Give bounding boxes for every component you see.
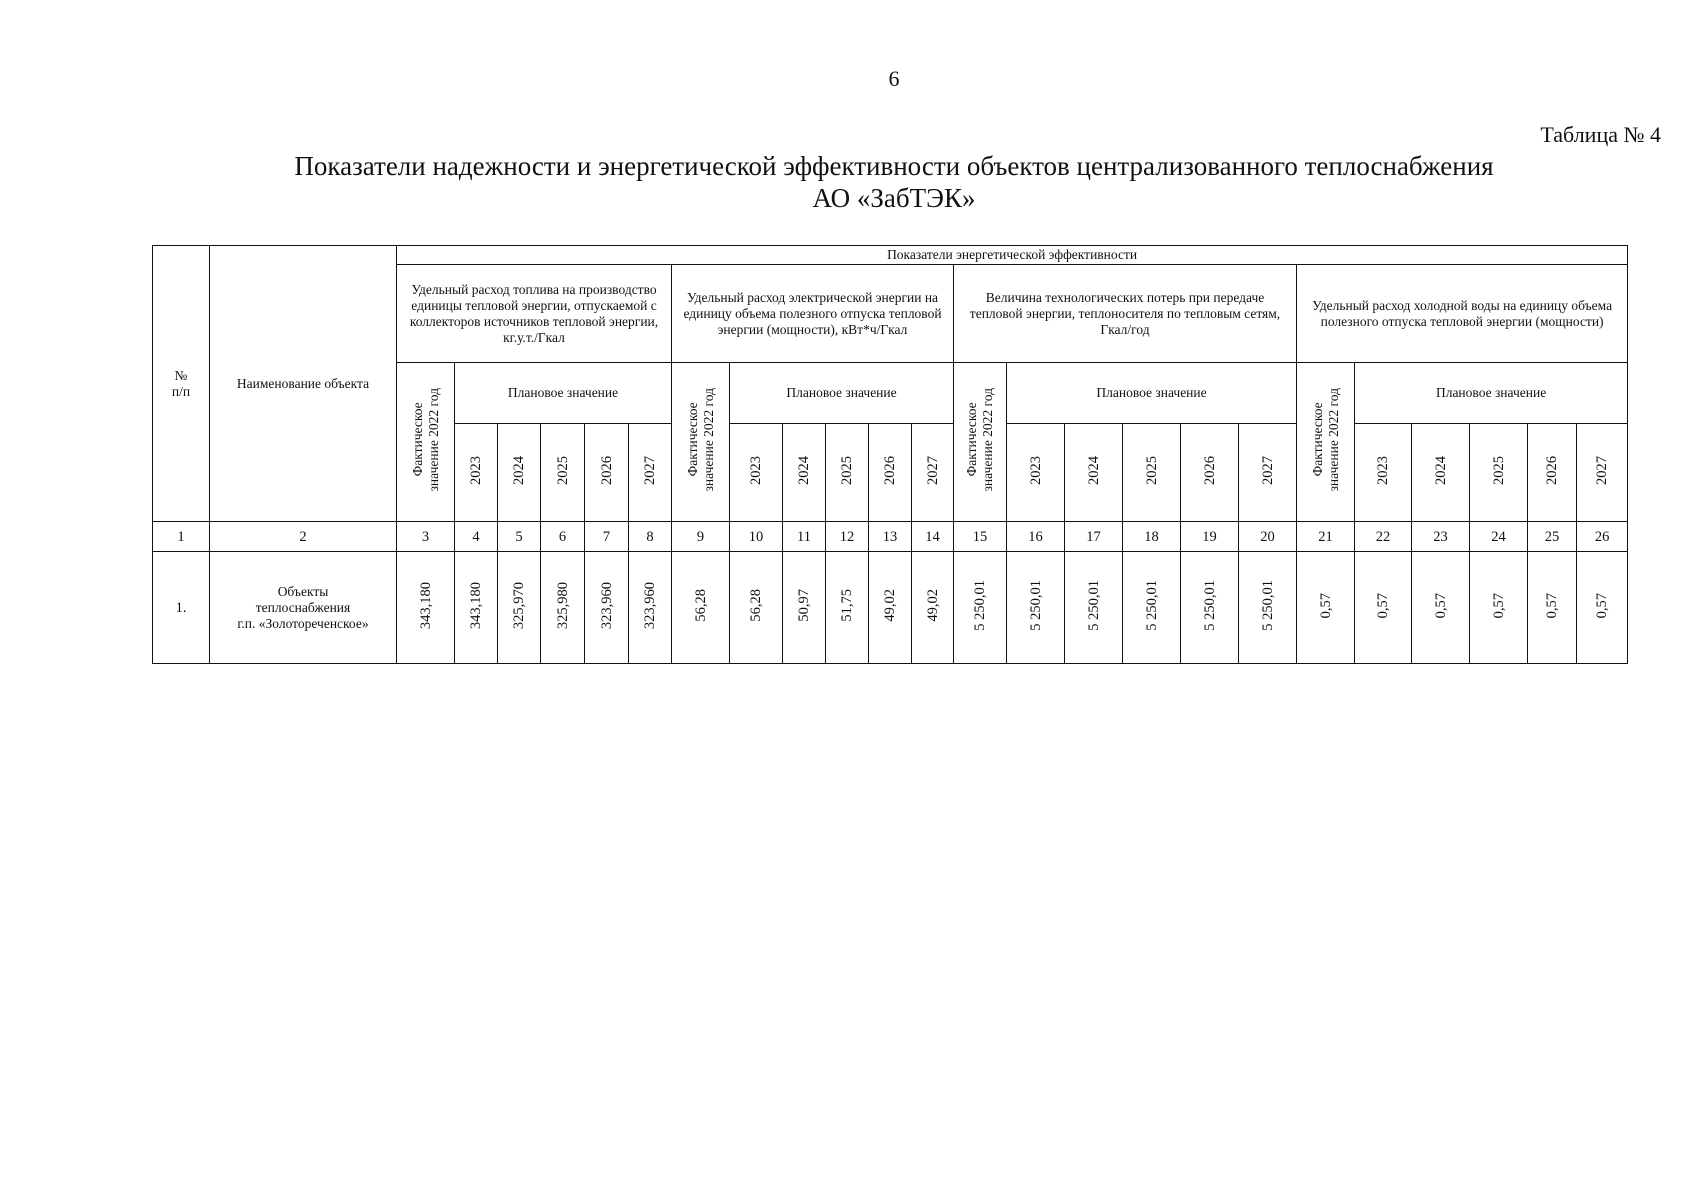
value-group-4-col-2 <box>1355 552 1412 664</box>
value-group-3-col-4-text: 5 250,01 <box>1143 580 1160 631</box>
column-index-8: 8 <box>629 522 672 552</box>
header-year-2024-group-3 <box>1065 424 1123 522</box>
value-group-1-col-3 <box>498 552 541 664</box>
column-index-18: 18 <box>1123 522 1181 552</box>
value-group-3-col-3 <box>1065 552 1123 664</box>
value-group-2-col-4-text: 51,75 <box>839 589 855 622</box>
header-year-2025-group-3 <box>1123 424 1181 522</box>
column-index-16: 16 <box>1007 522 1065 552</box>
header-year-2025-group-4-text: 2025 <box>1490 456 1507 485</box>
header-fact-2022-group-4 <box>1297 363 1355 522</box>
header-group-3: Величина технологических потерь при передаче тепловой энергии, теплоносителя по тепловым сетям, Гкал/год <box>954 265 1297 363</box>
value-group-2-col-1-text: 56,28 <box>692 589 709 622</box>
header-year-2025-group-1 <box>541 424 585 522</box>
header-year-2027-group-4-text: 2027 <box>1594 456 1611 485</box>
header-group-2: Удельный расход электрической энергии на единицу объема полезного отпуска тепловой энергии (мощности), кВт*ч/Гкал <box>672 265 954 363</box>
column-index-24: 24 <box>1470 522 1528 552</box>
header-year-2025-group-1-text: 2025 <box>554 456 571 485</box>
header-year-2024-group-1 <box>498 424 541 522</box>
header-year-2027-group-3 <box>1239 424 1297 522</box>
header-fact-2022-group-4-text: Фактическое значение 2022 год <box>1309 388 1341 492</box>
value-group-2-col-6-text: 49,02 <box>924 589 941 622</box>
header-year-2023-group-3 <box>1007 424 1065 522</box>
header-year-2023-group-1-text: 2023 <box>468 456 484 485</box>
header-year-2024-group-4 <box>1412 424 1470 522</box>
header-year-2024-group-2-text: 2024 <box>796 456 812 485</box>
column-index-14: 14 <box>912 522 954 552</box>
value-group-2-col-3 <box>783 552 826 664</box>
value-group-4-col-3 <box>1412 552 1470 664</box>
value-group-3-col-5 <box>1181 552 1239 664</box>
column-index-9: 9 <box>672 522 730 552</box>
header-plan-group-4: Плановое значение <box>1355 363 1628 424</box>
header-year-2025-group-2-text: 2025 <box>839 456 855 485</box>
column-index-6: 6 <box>541 522 585 552</box>
value-group-4-col-4-text: 0,57 <box>1490 592 1507 619</box>
header-year-2023-group-2-text: 2023 <box>748 456 764 485</box>
column-index-12: 12 <box>826 522 869 552</box>
value-group-1-col-3-text: 325,970 <box>511 581 527 630</box>
value-group-4-col-6-text: 0,57 <box>1594 592 1611 619</box>
value-group-4-col-6 <box>1577 552 1628 664</box>
value-group-2-col-2 <box>730 552 783 664</box>
value-group-4-col-5-text: 0,57 <box>1544 592 1560 619</box>
value-group-3-col-5-text: 5 250,01 <box>1201 580 1218 631</box>
value-group-3-col-6 <box>1239 552 1297 664</box>
header-year-2025-group-3-text: 2025 <box>1143 456 1160 485</box>
value-group-3-col-1-text: 5 250,01 <box>972 580 988 631</box>
header-year-2024-group-2 <box>783 424 826 522</box>
header-year-2024-group-1-text: 2024 <box>511 456 527 485</box>
header-year-2023-group-1 <box>455 424 498 522</box>
header-plan-group-2: Плановое значение <box>730 363 954 424</box>
column-index-26: 26 <box>1577 522 1628 552</box>
header-year-2026-group-3-text: 2026 <box>1201 456 1218 485</box>
column-index-15: 15 <box>954 522 1007 552</box>
column-index-13: 13 <box>869 522 912 552</box>
column-index-4: 4 <box>455 522 498 552</box>
value-group-2-col-6 <box>912 552 954 664</box>
header-year-2026-group-2-text: 2026 <box>882 456 898 485</box>
column-index-5: 5 <box>498 522 541 552</box>
column-index-3: 3 <box>397 522 455 552</box>
document-title-line-1: Показатели надежности и энергетической эффективности объектов централизованного теплоснабжения <box>294 151 1494 181</box>
header-fact-2022-group-2-text: Фактическое значение 2022 год <box>684 388 716 492</box>
value-group-1-col-1 <box>397 552 455 664</box>
header-year-2025-group-4 <box>1470 424 1528 522</box>
column-index-11: 11 <box>783 522 826 552</box>
header-group-4: Удельный расход холодной воды на единицу объема полезного отпуска тепловой энергии (мощности) <box>1297 265 1628 363</box>
value-group-3-col-4 <box>1123 552 1181 664</box>
header-year-2027-group-2 <box>912 424 954 522</box>
column-index-17: 17 <box>1065 522 1123 552</box>
header-year-2026-group-4-text: 2026 <box>1544 456 1560 485</box>
document-title <box>150 150 1638 214</box>
header-year-2027-group-1 <box>629 424 672 522</box>
header-year-2027-group-3-text: 2027 <box>1259 456 1276 485</box>
value-group-4-col-3-text: 0,57 <box>1432 592 1449 619</box>
value-group-1-col-6 <box>629 552 672 664</box>
column-index-20: 20 <box>1239 522 1297 552</box>
value-group-2-col-5 <box>869 552 912 664</box>
header-fact-2022-group-2 <box>672 363 730 522</box>
header-year-2023-group-4-text: 2023 <box>1375 456 1391 485</box>
header-year-2026-group-1-text: 2026 <box>598 456 615 485</box>
value-group-1-col-2-text: 343,180 <box>468 581 484 630</box>
value-group-3-col-2 <box>1007 552 1065 664</box>
header-year-2024-group-3-text: 2024 <box>1085 456 1102 485</box>
value-group-3-col-6-text: 5 250,01 <box>1259 580 1276 631</box>
column-index-19: 19 <box>1181 522 1239 552</box>
value-group-2-col-5-text: 49,02 <box>882 589 898 622</box>
column-index-1: 1 <box>153 522 210 552</box>
value-group-1-col-6-text: 323,960 <box>642 581 658 630</box>
value-group-1-col-2 <box>455 552 498 664</box>
value-group-3-col-1 <box>954 552 1007 664</box>
value-group-2-col-3-text: 50,97 <box>796 589 812 622</box>
value-group-2-col-1 <box>672 552 730 664</box>
header-year-2023-group-4 <box>1355 424 1412 522</box>
header-year-2023-group-2 <box>730 424 783 522</box>
header-fact-2022-group-3 <box>954 363 1007 522</box>
header-year-2026-group-4 <box>1528 424 1577 522</box>
header-year-2026-group-1 <box>585 424 629 522</box>
value-group-4-col-5 <box>1528 552 1577 664</box>
header-fact-2022-group-3-text: Фактическое значение 2022 год <box>964 388 995 492</box>
indicators-table <box>152 245 1628 664</box>
header-group-1: Удельный расход топлива на производство единицы тепловой энергии, отпускаемой с коллекторов источников тепловой энергии, кг.у.т./Гкал <box>397 265 672 363</box>
value-group-3-col-2-text: 5 250,01 <box>1027 580 1044 631</box>
value-group-1-col-5-text: 323,960 <box>598 581 615 630</box>
header-plan-group-3: Плановое значение <box>1007 363 1297 424</box>
table-label: Таблица № 4 <box>1540 122 1661 147</box>
column-index-2: 2 <box>210 522 397 552</box>
header-year-2026-group-3 <box>1181 424 1239 522</box>
page-number: 6 <box>888 66 900 91</box>
column-index-22: 22 <box>1355 522 1412 552</box>
header-year-2026-group-2 <box>869 424 912 522</box>
value-group-4-col-2-text: 0,57 <box>1375 592 1391 619</box>
header-year-2027-group-1-text: 2027 <box>642 456 658 485</box>
header-year-2027-group-2-text: 2027 <box>924 456 941 485</box>
header-fact-2022-group-1 <box>397 363 455 522</box>
value-group-1-col-4-text: 325,980 <box>554 581 571 630</box>
column-index-21: 21 <box>1297 522 1355 552</box>
header-plan-group-1: Плановое значение <box>455 363 672 424</box>
value-group-4-col-4 <box>1470 552 1528 664</box>
value-group-1-col-5 <box>585 552 629 664</box>
row-object-name: Объекты теплоснабжения г.п. «Золотореченское» <box>210 552 397 664</box>
document-title-line-2: АО «ЗабТЭК» <box>812 183 976 213</box>
value-group-2-col-2-text: 56,28 <box>748 589 764 622</box>
column-index-7: 7 <box>585 522 629 552</box>
value-group-4-col-1 <box>1297 552 1355 664</box>
column-index-23: 23 <box>1412 522 1470 552</box>
value-group-1-col-4 <box>541 552 585 664</box>
table-row <box>153 552 1628 664</box>
header-fact-2022-group-1-text: Фактическое значение 2022 год <box>409 388 441 492</box>
value-group-2-col-4 <box>826 552 869 664</box>
column-index-10: 10 <box>730 522 783 552</box>
header-year-2025-group-2 <box>826 424 869 522</box>
row-num: 1. <box>153 552 210 664</box>
column-index-25: 25 <box>1528 522 1577 552</box>
value-group-1-col-1-text: 343,180 <box>417 581 434 630</box>
value-group-4-col-1-text: 0,57 <box>1317 592 1334 619</box>
header-energy-efficiency: Показатели энергетической эффективности <box>397 246 1628 265</box>
header-year-2024-group-4-text: 2024 <box>1432 456 1449 485</box>
header-year-2023-group-3-text: 2023 <box>1027 456 1044 485</box>
header-year-2027-group-4 <box>1577 424 1628 522</box>
header-object-name: Наименование объекта <box>210 246 397 522</box>
header-num: № п/п <box>153 246 210 522</box>
value-group-3-col-3-text: 5 250,01 <box>1085 580 1102 631</box>
